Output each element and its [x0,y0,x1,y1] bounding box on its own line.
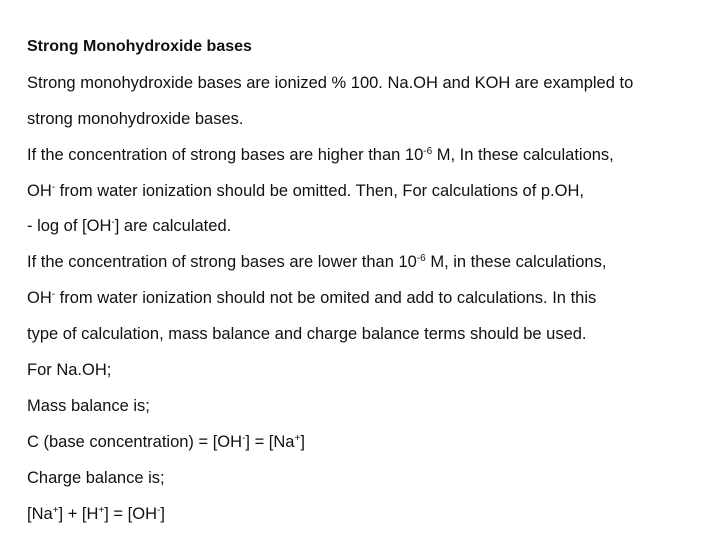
document-title: Strong Monohydroxide bases [27,38,252,55]
superscript: + [52,504,59,516]
paragraph-line-5 [27,211,707,247]
superscript: -6 [416,253,426,265]
text-segment: M, in these calculations, [425,253,607,272]
text-segment: ] [300,432,305,451]
text-segment: [Na [27,504,53,523]
text-segment: ] + [H [58,504,99,523]
paragraph-line-12: Charge balance is; [27,468,165,487]
text-segment: ] = [Na [245,432,295,451]
superscript: -6 [423,145,433,157]
text-segment: If the concentration of strong bases are lower than 10 [27,253,417,272]
text-segment: from water ionization should not be omited and add to calculations. In this [55,289,597,308]
paragraph-line-7 [27,283,707,319]
paragraph-line-1: Strong monohydroxide bases are ionized % 100. Na.OH and KOH are exampled to [27,73,634,92]
paragraph-line-4 [27,176,707,212]
paragraph-line-3 [27,140,707,176]
paragraph-line-13 [27,499,707,535]
text-segment: from water ionization should be omitted. Then, For calculations of p.OH, [55,181,584,200]
text-segment: ] = [OH [104,504,157,523]
paragraph-line-8: type of calculation, mass balance and charge balance terms should be used. [27,325,587,344]
text-segment: If the concentration of strong bases are higher than 10 [27,145,424,164]
paragraph-line-2: strong monohydroxide bases. [27,109,244,128]
superscript: - [51,181,56,193]
superscript: - [51,289,56,301]
paragraph-line-6 [27,247,707,283]
superscript: - [111,217,115,229]
text-segment: ] are calculated. [114,217,232,236]
text-segment: ] [160,504,165,523]
document-body [27,32,707,534]
paragraph-line-11 [27,427,707,463]
superscript: + [294,432,301,444]
text-segment: OH [27,181,52,200]
text-segment: OH [27,289,52,308]
superscript: - [242,432,246,444]
text-segment: C (base concentration) = [OH [27,432,243,451]
superscript: - [157,504,161,516]
text-segment: - log of [OH [27,217,112,236]
paragraph-line-9: For Na.OH; [27,361,112,380]
text-segment: M, In these calculations, [432,145,614,164]
paragraph-line-10: Mass balance is; [27,396,150,415]
superscript: + [98,504,105,516]
